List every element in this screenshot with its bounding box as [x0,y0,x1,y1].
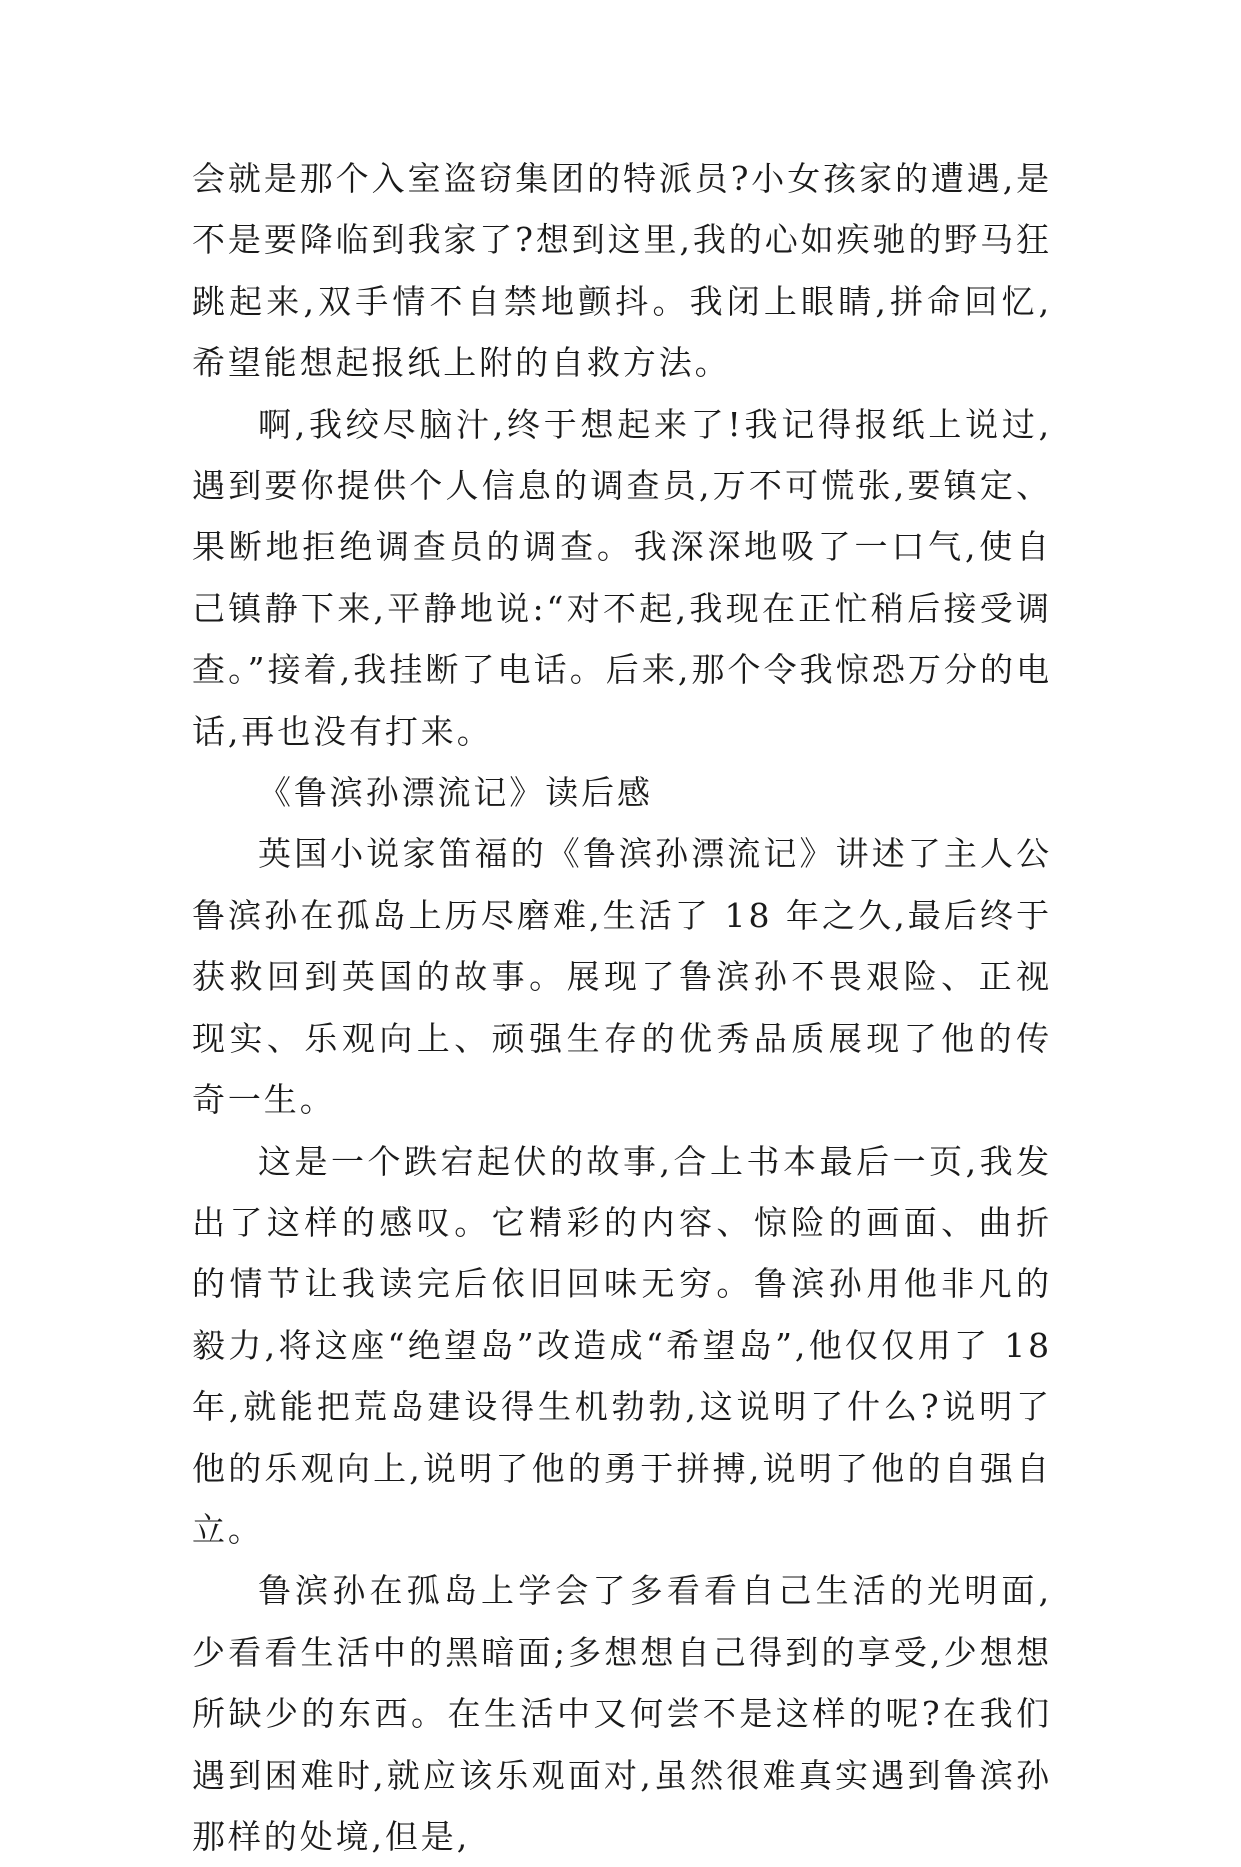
paragraph-life-lesson: 鲁滨孙在孤岛上学会了多看看自己生活的光明面,少看看生活中的黑暗面;多想想自己得到的享受,少想想所缺少的东西。在生活中又何尝不是这样的呢?在我们遇到困难时,就应该乐观面对,虽然很难真实遇到鲁滨孙那样的处境,但是, [192,1571,1052,1856]
paragraph-continuation: 会就是那个入室盗窃集团的特派员?小女孩家的遭遇,是不是要降临到我家了?想到这里,我的心如疾驰的野马狂跳起来,双手情不自禁地颤抖。我闭上眼睛,拼命回忆,希望能想起报纸上附的自救方法。 [192,159,1052,383]
paragraph-reflection: 这是一个跌宕起伏的故事,合上书本最后一页,我发出了这样的感叹。它精彩的内容、惊险的画面、曲折的情节让我读完后依旧回味无穷。鲁滨孙用他非凡的毅力,将这座“绝望岛”改造成“希望岛”,他仅仅用了 18 年,就能把荒岛建设得生机勃勃,这说明了什么?说明了他的乐观向上,说明了他的勇于拼搏,说明了他的自强自立。 [192,1141,1052,1549]
document-body [192,148,1052,1867]
paragraph-book-summary: 英国小说家笛福的《鲁滨孙漂流记》讲述了主人公鲁滨孙在孤岛上历尽磨难,生活了 18 年之久,最后终于获救回到英国的故事。展现了鲁滨孙不畏艰险、正视现实、乐观向上、顽强生存的优秀品质展现了他的传奇一生。 [192,834,1052,1120]
paragraph-phone-call-ending: 啊,我绞尽脑汁,终于想起来了!我记得报纸上说过,遇到要你提供个人信息的调查员,万不可慌张,要镇定、果断地拒绝调查员的调查。我深深地吸了一口气,使自己镇静下来,平静地说:“对不起,我现在正忙稍后接受调查。”接着,我挂断了电话。后来,那个令我惊恐万分的电话,再也没有打来。 [192,404,1052,751]
essay-title: 《鲁滨孙漂流记》读后感 [258,773,653,813]
